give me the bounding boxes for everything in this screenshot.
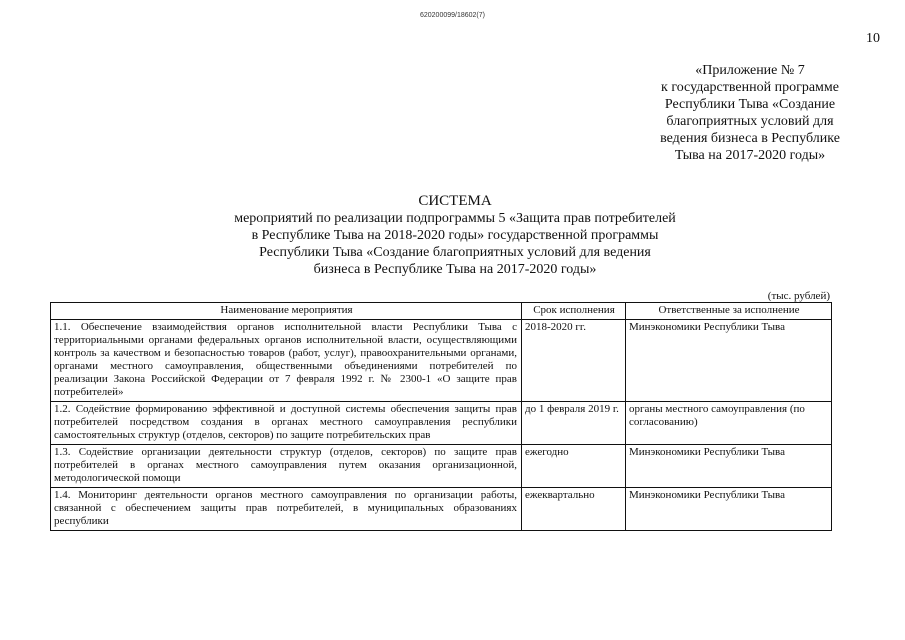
cell-term: ежегодно [522, 445, 626, 488]
header-name: Наименование мероприятия [51, 303, 522, 320]
events-table [50, 302, 832, 531]
title-line: в Республике Тыва на 2018-2020 годы» государственной программы [251, 228, 659, 243]
units-label: (тыс. рублей) [767, 290, 830, 302]
appendix-line: ведения бизнеса в Республике [660, 131, 840, 146]
table-header-row [51, 303, 832, 320]
cell-responsible: Минэкономики Республики Тыва [626, 320, 832, 402]
appendix-line: к государственной программе [661, 80, 839, 95]
cell-term: 2018-2020 гг. [522, 320, 626, 402]
cell-name: 1.4. Мониторинг деятельности органов местного самоуправления по организации работы, связанной с обеспечением защиты прав потребителей, в муниципальных образованиях республики [51, 488, 522, 531]
cell-name: 1.2. Содействие формированию эффективной и доступной системы обеспечения защиты прав потребителей посредством создания в органах местного самоуправления республики самостоятельных структур (отделов, секторов) по защите потребительских прав [51, 402, 522, 445]
header-term: Срок исполнения [522, 303, 626, 320]
title-line: бизнеса в Республике Тыва на 2017-2020 годы» [313, 262, 597, 277]
appendix-line: Республики Тыва «Создание [664, 97, 836, 112]
table-row [51, 445, 832, 488]
cell-name: 1.1. Обеспечение взаимодействия органов исполнительной власти Республики Тыва с территориальными органами федеральных органов исполнительной власти, осуществляющими контроль за качеством и безопасностью товаров (работ, услуг), правоохранительными органами, органами местного самоуправления, общественными объединениями потребителей по реализации Закона Российской Федерации от 7 февраля 1992 г. № 2300-1 «О защите прав потребителей» [51, 320, 522, 402]
table-row [51, 488, 832, 531]
cell-responsible: органы местного самоуправления (по согласованию) [626, 402, 832, 445]
header-responsible: Ответственные за исполнение [626, 303, 832, 320]
appendix-line: Тыва на 2017-2020 годы» [674, 148, 826, 163]
cell-responsible: Минэкономики Республики Тыва [626, 445, 832, 488]
title-heading: СИСТЕМА [418, 193, 492, 209]
table-row [51, 402, 832, 445]
cell-name: 1.3. Содействие организации деятельности структур (отделов, секторов) по защите прав потребителей в органах местного самоуправления путем оказания организационной, методологической помощи [51, 445, 522, 488]
title-line: Республики Тыва «Создание благоприятных условий для ведения [259, 245, 651, 260]
appendix-note [600, 62, 900, 164]
cell-responsible: Минэкономики Республики Тыва [626, 488, 832, 531]
appendix-line: благоприятных условий для [666, 114, 834, 129]
document-title [150, 192, 760, 278]
cell-term: до 1 февраля 2019 г. [522, 402, 626, 445]
appendix-line: «Приложение № 7 [695, 63, 805, 78]
page-number: 10 [866, 31, 880, 46]
table-row [51, 320, 832, 402]
cell-term: ежеквартально [522, 488, 626, 531]
document-code: 620200099/18602(7) [419, 12, 485, 19]
title-line: мероприятий по реализации подпрограммы 5 «Защита прав потребителей [234, 211, 676, 226]
